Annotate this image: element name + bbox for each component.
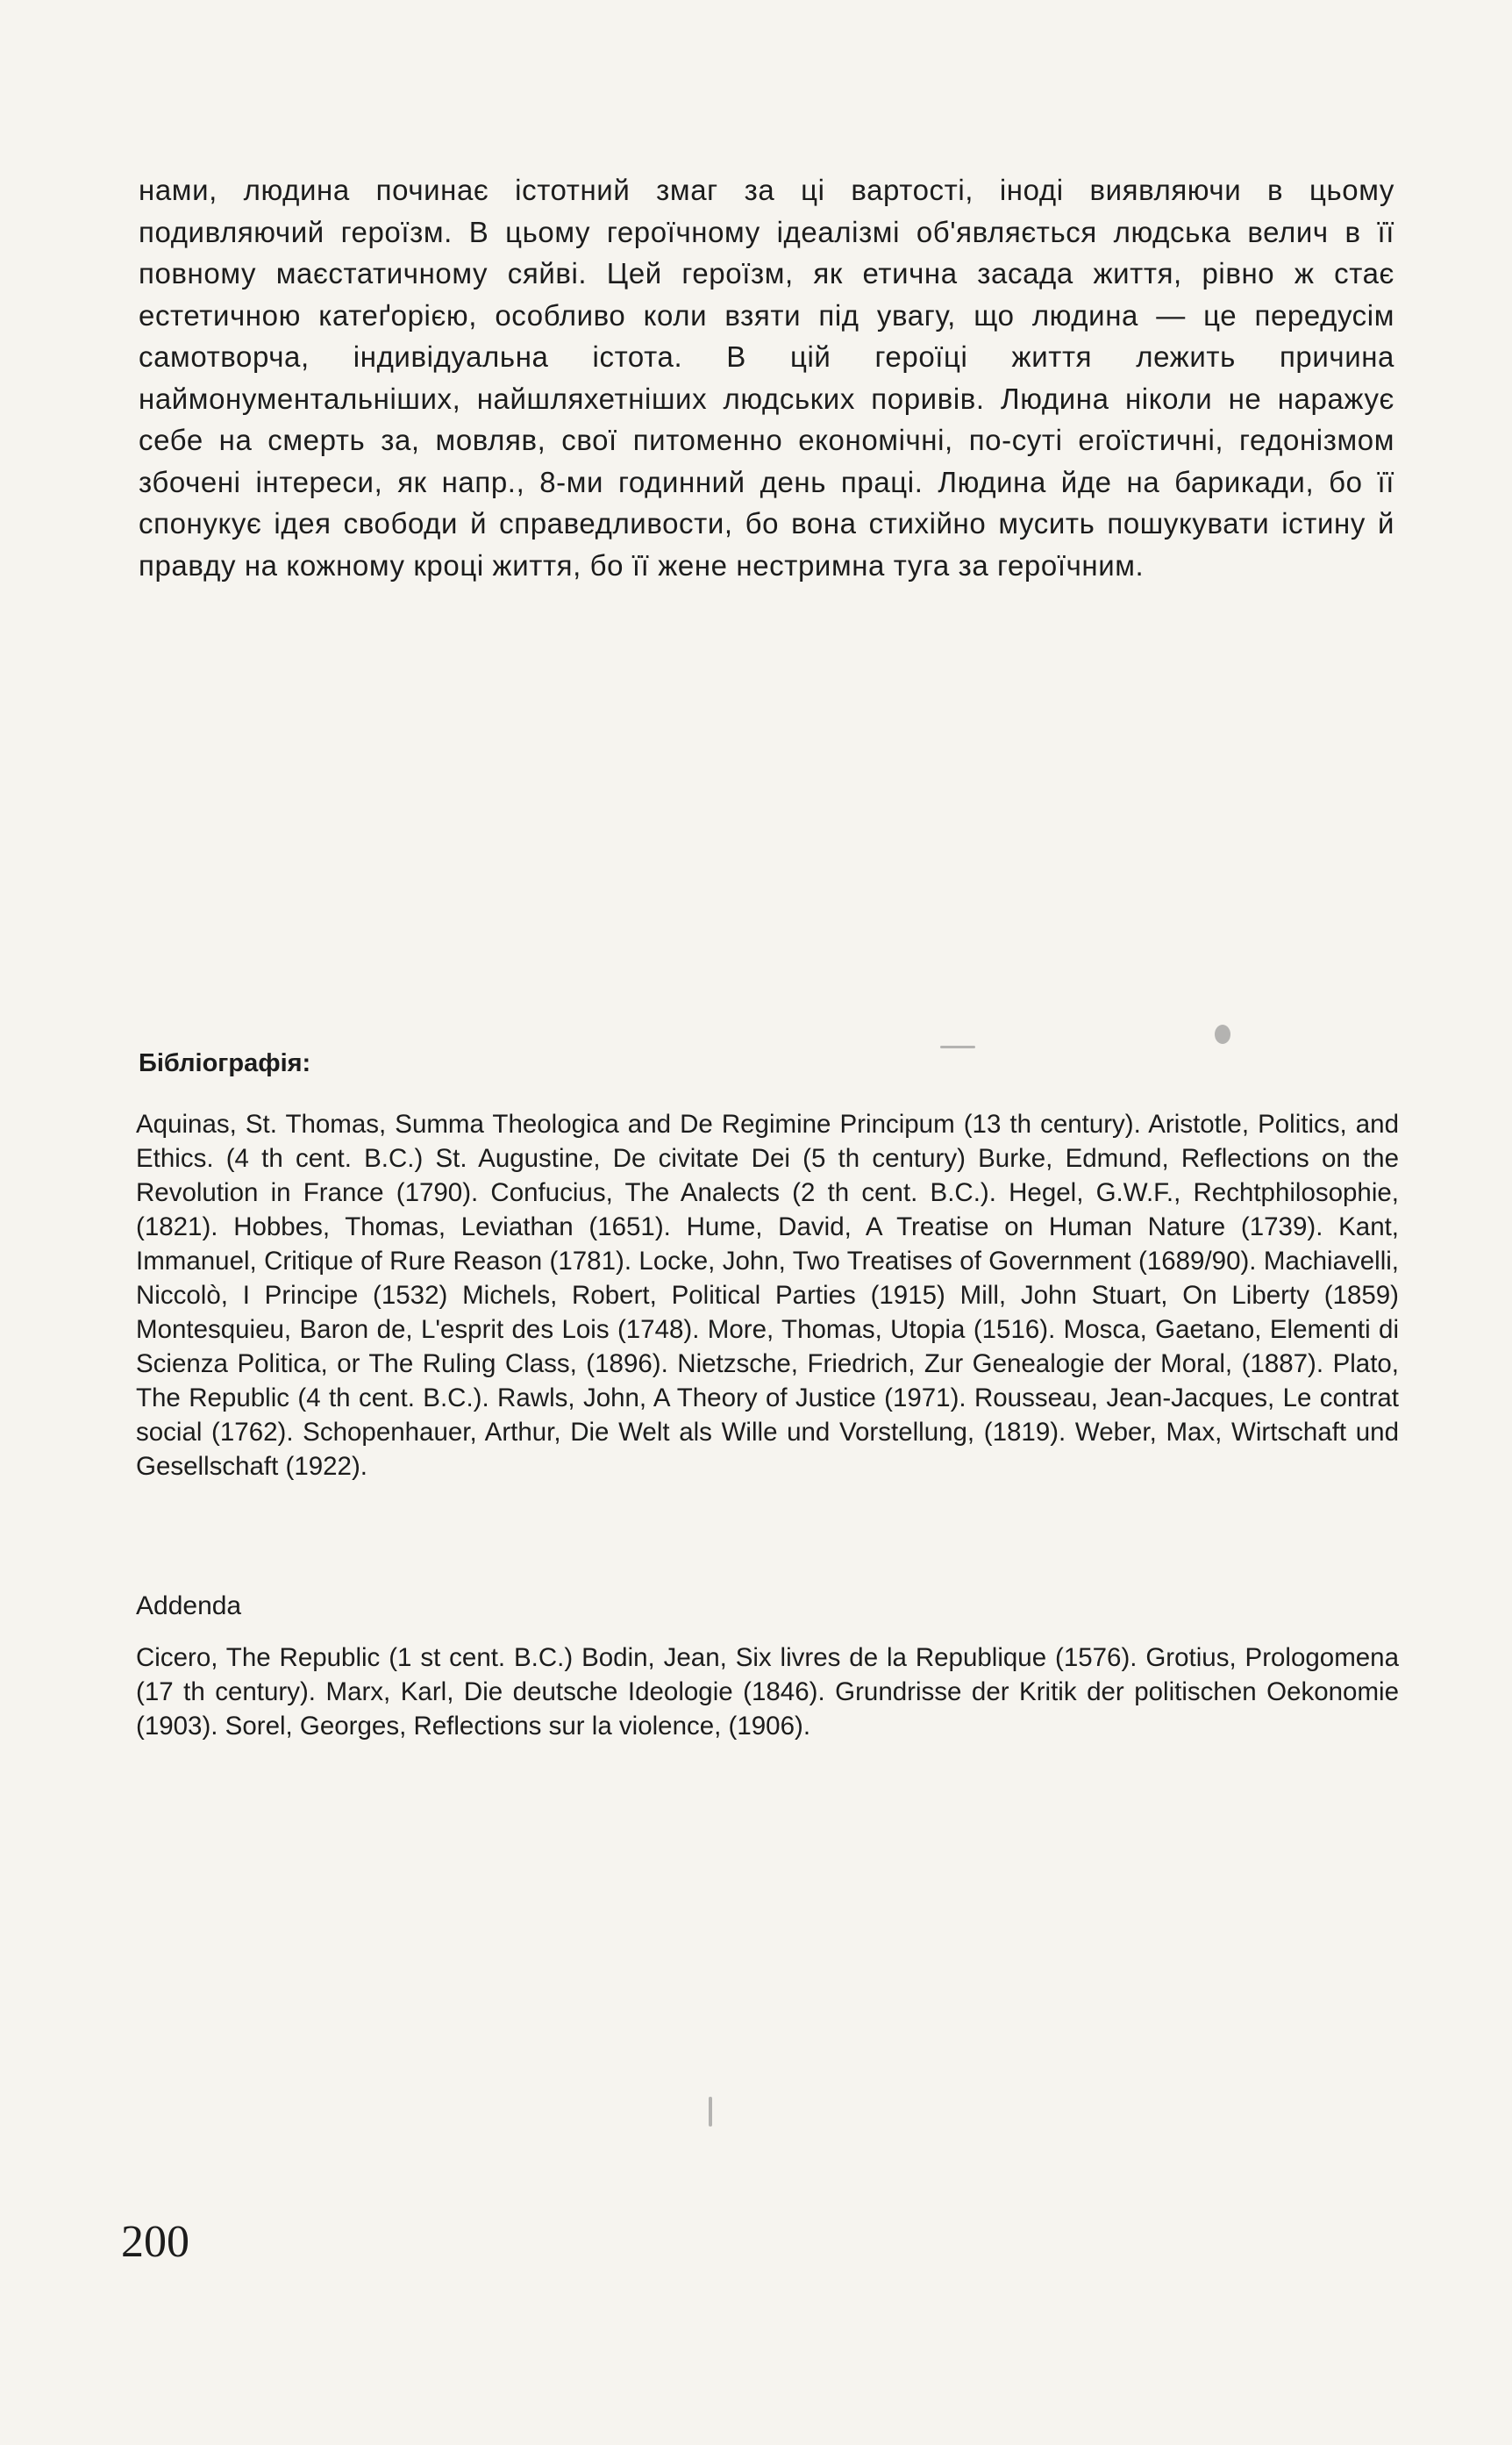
scan-speck <box>1215 1025 1230 1044</box>
scan-speck <box>709 2097 712 2127</box>
page-number: 200 <box>121 2217 189 2267</box>
scan-speck <box>940 1046 975 1048</box>
addenda-heading: Addenda <box>136 1591 242 1620</box>
body-paragraph: нами, людина починає істотний змаг за ці вартості, іноді виявляючи в цьому подивляючий героїзм. В цьому героїчному ідеалізмі об'являється людська велич в її повному маєстатичному сяйві. Цей героїзм, як етична засада життя, рівно ж стає естетичною катеґорією, особливо коли взяти під увагу, що людина — це передусім самотворча, індивідуальна істота. В цій героїці життя лежить причина наймонументальніших, найшляхетніших людських поривів. Людина ніколи не наражує себе на смерть за, мовляв, свої питоменно економічні, по-суті егоїстичні, гедонізмом збочені інтереси, як напр., 8-ми годинний день праці. Людина йде на барикади, бо її спонукує ідея свободи й справедливости, бо вона стихійно мусить пошукувати істину й правду на кожному кроці життя, бо її жене нестримна туга за героїчним. <box>139 174 1394 582</box>
bibliography-list: Aquinas, St. Thomas, Summa Theologica and De Regimine Principum (13 th century). Aristotle, Politics, and Ethics. (4 th cent. B.C.) St. Augustine, De civitate Dei (5 th century) Burke, Edmund, Reflections on the Revolution in France (1790). Confucius, The Analects (2 th cent. B.C.). Hegel, G.W.F., Rechtphilosophie, (1821). Hobbes, Thomas, Leviathan (1651). Hume, David, A Treatise on Human Nature (1739). Kant, Immanuel, Critique of Rure Reason (1781). Locke, John, Two Treatises of Government (1689/90). Machiavelli, Niccolò, I Principe (1532) Michels, Robert, Political Parties (1915) Mill, John Stuart, On Liberty (1859) Montesquieu, Baron de, L'esprit des Lois (1748). More, Thomas, Utopia (1516). Mosca, Gaetano, Elementi di Scienza Politica, or The Ruling Class, (1896). Nietzsche, Friedrich, Zur Genealogie der Moral, (1887). Plato, The Republic (4 th cent. B.C.). Rawls, John, A Theory of Justice (1971). Rousseau, Jean-Jacques, Le contrat social (1762). Schopenhauer, Arthur, Die Welt als Wille und Vorstellung, (1819). Weber, Max, Wirtschaft und Gesellschaft (1922). <box>136 1110 1399 1481</box>
addenda-list: Cicero, The Republic (1 st cent. B.C.) Bodin, Jean, Six livres de la Republique (1576). Grotius, Prologomena (17 th century). Marx, Karl, Die deutsche Ideologie (1846). Grundrisse der Kritik der politischen Oekonomie (1903). Sorel, Georges, Reflections sur la violence, (1906). <box>136 1643 1399 1741</box>
bibliography-heading: Бібліографія: <box>139 1049 311 1077</box>
